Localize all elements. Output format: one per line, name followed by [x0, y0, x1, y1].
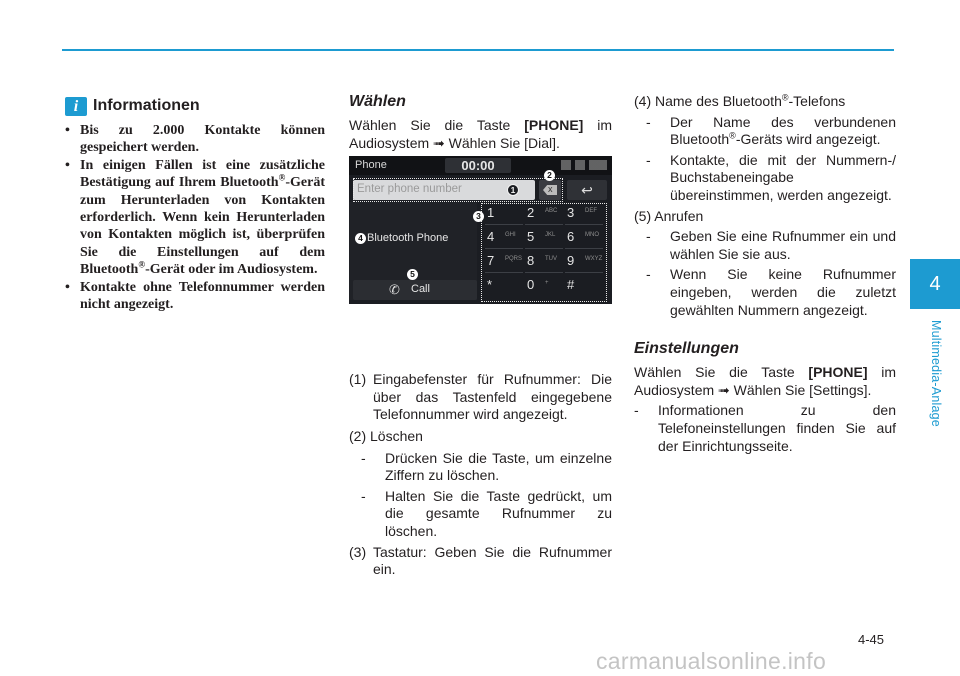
settings-heading: Einstellungen [634, 340, 739, 358]
header-rule [62, 49, 894, 51]
dial-item-5-sub: - Geben Sie eine Rufnummer ein und wählen Sie sie aus. [646, 228, 896, 263]
delete-button[interactable] [539, 180, 561, 200]
info-icon: i [65, 97, 87, 116]
callout-4: 4 [355, 233, 366, 244]
dial-item-3: (3) Tastatur: Geben Sie die Rufnummer ein. [349, 543, 612, 578]
call-label: Call [411, 283, 430, 295]
page-number: 4-45 [858, 632, 885, 647]
watermark: carmanualsonline.info [596, 648, 827, 674]
dial-intro: Wählen Sie die Taste [PHONE] im Audiosystem ➟ Wählen Sie [Dial]. [349, 117, 612, 151]
dial-item-1: (1) Eingabefenster für Rufnummer: Die über das Tastenfeld eingegebene Telefonnummer wird angezeigt. [349, 371, 612, 423]
info-item: • Bis zu 2.000 Kontakte können gespeichert werden. [65, 122, 325, 157]
info-item: • Kontakte ohne Telefonnummer werden nicht angezeigt. [65, 279, 325, 314]
screen-title: Phone [355, 159, 387, 171]
settings-sub: - Informationen zu den Telefoneinstellungen finden Sie auf der Einrichtungsseite. [634, 402, 896, 455]
info-list [65, 122, 325, 313]
dial-heading: Wählen [349, 93, 406, 110]
dial-item-4-sub: - Kontakte, die mit der Nummern-/ Buchstabeneingabe übereinstimmen, werden angezeigt. [646, 152, 896, 205]
info-title: Informationen [93, 97, 200, 114]
chapter-title: Multimedia-Anlage [929, 320, 943, 427]
back-button[interactable]: ↩ [567, 180, 607, 200]
dial-item-4: (4) Name des Bluetooth®-Telefons [634, 92, 846, 109]
key-1[interactable]: 1 [485, 202, 523, 225]
key-star[interactable]: * [487, 277, 493, 292]
settings-intro: Wählen Sie die Taste [PHONE] im Audiosystem ➟ Wählen Sie [Settings]. [634, 364, 897, 398]
dial-item-5: (5) Anrufen [634, 207, 704, 224]
key-hash[interactable]: # [567, 277, 575, 292]
key-0[interactable]: 0 + [527, 277, 549, 292]
dial-item-4-sub: - Der Name des verbundenen Bluetooth®-Geräts wird angezeigt. [646, 114, 896, 149]
phone-icon: ✆ [389, 282, 400, 297]
phone-dial-screen [349, 156, 612, 304]
clock: 00:00 [445, 158, 511, 173]
key-3[interactable]: 3 DEF [565, 202, 603, 225]
key-9[interactable]: 9 WXYZ [565, 250, 603, 273]
dial-continued-section [634, 93, 896, 455]
callout-5: 5 [407, 269, 418, 280]
delete-symbol: x [548, 184, 553, 194]
call-button[interactable] [353, 280, 477, 300]
chapter-tab: 4 [910, 259, 960, 309]
key-2[interactable]: 2 ABC [525, 202, 563, 225]
keypad [483, 202, 607, 298]
info-item: • In einigen Fällen ist eine zusätzliche Bestätigung auf Ihrem Bluetooth®-Gerät zum Herunterladen von Kontakten erforderlich. Wenn kein Herunterladen von Kontakten möglich ist, überprüfen Sie die Einstellungen auf dem Bluetooth®-Gerät oder im Audiosystem. [65, 157, 325, 279]
callout-1: 1 [507, 184, 519, 196]
bluetooth-phone-name: Bluetooth Phone [367, 232, 449, 244]
callout-3: 3 [473, 211, 484, 222]
key-6[interactable]: 6 MNO [565, 226, 603, 249]
dial-item-5-sub: - Wenn Sie keine Rufnummer eingeben, werden die zuletzt gewählten Nummern angezeigt. [646, 266, 896, 319]
info-section [65, 94, 325, 313]
input-placeholder: Enter phone number [357, 183, 462, 195]
key-7[interactable]: 7 PQRS [485, 250, 523, 273]
key-4[interactable]: 4 GHI [485, 226, 523, 249]
callout-2: 2 [544, 170, 555, 181]
dial-item-2-sub: - Drücken Sie die Taste, um einzelne Ziffern zu löschen. [361, 450, 612, 485]
dial-item-2: (2) Löschen [349, 427, 423, 444]
status-bar [349, 156, 612, 175]
dial-item-2-sub: - Halten Sie die Taste gedrückt, um die gesamte Rufnummer zu löschen. [361, 488, 612, 541]
input-highlight [353, 178, 563, 202]
key-5[interactable]: 5 JKL [525, 226, 563, 249]
key-8[interactable]: 8 TUV [525, 250, 563, 273]
status-icons [561, 160, 607, 170]
